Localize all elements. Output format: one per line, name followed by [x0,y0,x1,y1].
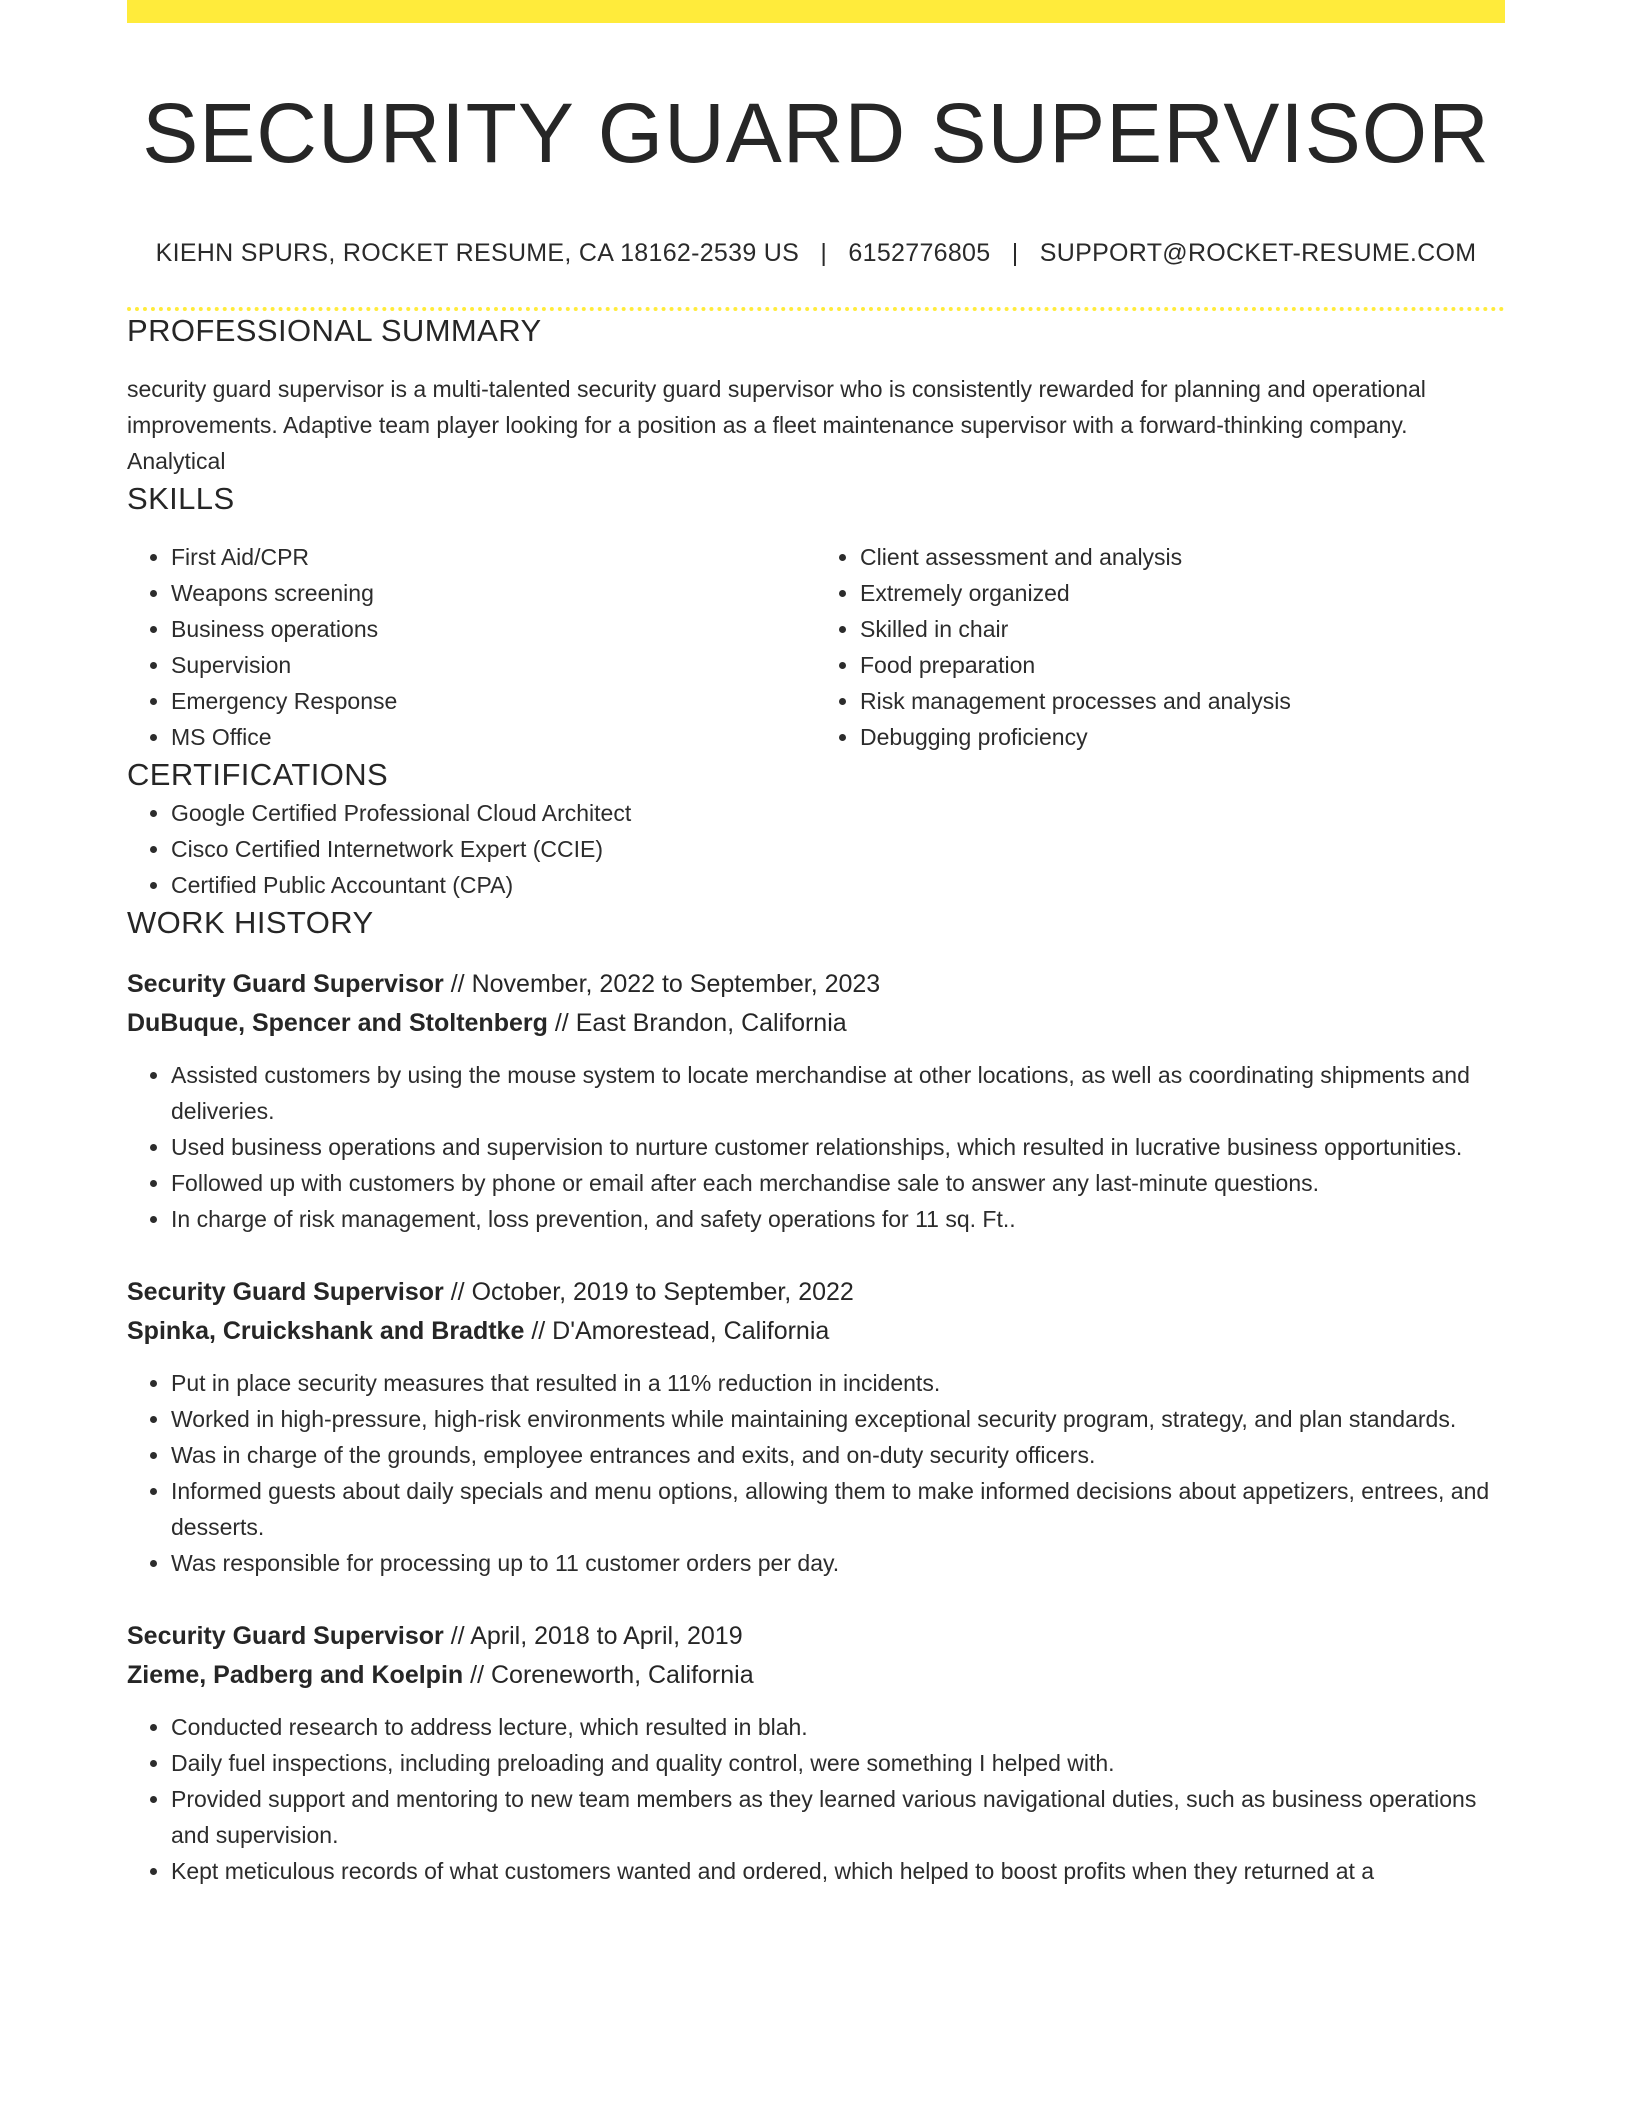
job-location: East Brandon, California [575,1009,847,1037]
job-bullets [127,1057,1505,1237]
job-bullet: • Kept meticulous records of what customers wanted and ordered, which helped to boost profits when they returned at a [171,1853,1505,1889]
summary-heading: PROFESSIONAL SUMMARY [127,313,542,348]
job-title-line [127,1273,1505,1312]
job-title-line [127,1617,1505,1656]
skill-item: • MS Office [171,719,816,755]
job-bullet: • Was in charge of the grounds, employee entrances and exits, and on-duty security officers. [171,1437,1505,1473]
job-bullets [127,1365,1505,1581]
job-bullet: • Used business operations and supervision to nurture customer relationships, which resulted in lucrative business opportunities. [171,1129,1505,1165]
skill-item: • Skilled in chair [860,611,1505,647]
skill-item: • Business operations [171,611,816,647]
skills-columns [127,539,1505,755]
summary-text: security guard supervisor is a multi-talented security guard supervisor who is consistently rewarded for planning and operational improvements. Adaptive team player looking for a position as a fleet maintenance supervisor with a forward-thinking company. Analytical [127,376,1426,474]
certifications-list [127,795,1505,903]
certifications-heading: CERTIFICATIONS [127,757,389,792]
job-divider: // [531,1317,546,1345]
job-title-line [127,965,1505,1004]
job-bullet: • Conducted research to address lecture, which resulted in blah. [171,1709,1505,1745]
job-dates: April, 2018 to April, 2019 [470,1622,743,1650]
skills-heading: SKILLS [127,481,235,516]
job-bullet: • Assisted customers by using the mouse system to locate merchandise at other locations, as well as coordinating shipments and deliveries. [171,1057,1505,1129]
job-company: DuBuque, Spencer and Stoltenberg [127,1009,548,1037]
work-history-list [127,965,1505,1889]
job-bullet: • Provided support and mentoring to new team members as they learned various navigational duties, such as business operations and supervision. [171,1781,1505,1853]
job-entry [127,1617,1505,1889]
job-divider: // [554,1009,569,1037]
contact-line [127,237,1505,269]
job-bullet: • Followed up with customers by phone or email after each merchandise sale to answer any last-minute questions. [171,1165,1505,1201]
contact-separator: | [1011,239,1019,267]
job-company: Zieme, Padberg and Koelpin [127,1661,464,1689]
skill-item: • Emergency Response [171,683,816,719]
job-company-line [127,1656,1505,1695]
job-divider: // [450,1278,465,1306]
work-history-heading: WORK HISTORY [127,905,374,940]
job-divider: // [470,1661,485,1689]
certification-item: • Certified Public Accountant (CPA) [171,867,1505,903]
job-bullet: • Put in place security measures that resulted in a 11% reduction in incidents. [171,1365,1505,1401]
contact-separator: | [820,239,828,267]
accent-top-bar [127,0,1505,23]
skill-item: • Food preparation [860,647,1505,683]
job-company: Spinka, Cruickshank and Bradtke [127,1317,525,1345]
skill-item: • First Aid/CPR [171,539,816,575]
resume-title: SECURITY GUARD SUPERVISOR [142,86,1490,180]
job-dates: October, 2019 to September, 2022 [471,1278,854,1306]
job-entry [127,965,1505,1237]
resume-page [127,0,1505,1889]
skill-item: • Risk management processes and analysis [860,683,1505,719]
job-title: Security Guard Supervisor [127,1278,444,1306]
job-location: Coreneworth, California [490,1661,754,1689]
skill-item: • Debugging proficiency [860,719,1505,755]
skill-item: • Weapons screening [171,575,816,611]
job-bullet: • Was responsible for processing up to 11 customer orders per day. [171,1545,1505,1581]
job-dates: November, 2022 to September, 2023 [471,970,881,998]
job-location: D'Amorestead, California [552,1317,830,1345]
skill-item: • Supervision [171,647,816,683]
job-bullet: • Worked in high-pressure, high-risk environments while maintaining exceptional security program, strategy, and plan standards. [171,1401,1505,1437]
certification-item: • Google Certified Professional Cloud Architect [171,795,1505,831]
job-title: Security Guard Supervisor [127,970,444,998]
skill-item: • Extremely organized [860,575,1505,611]
job-entry [127,1273,1505,1581]
skills-right-list [816,539,1505,755]
job-company-line [127,1312,1505,1351]
contact-address: KIEHN SPURS, ROCKET RESUME, CA 18162-2539 US [155,239,800,267]
job-title: Security Guard Supervisor [127,1622,444,1650]
contact-email: SUPPORT@ROCKET-RESUME.COM [1039,239,1477,267]
job-bullet: • Informed guests about daily specials and menu options, allowing them to make informed decisions about appetizers, entrees, and desserts. [171,1473,1505,1545]
job-divider: // [450,970,465,998]
job-bullet: • Daily fuel inspections, including preloading and quality control, were something I helped with. [171,1745,1505,1781]
contact-phone: 6152776805 [848,239,991,267]
job-bullet: • In charge of risk management, loss prevention, and safety operations for 11 sq. Ft.. [171,1201,1505,1237]
certification-item: • Cisco Certified Internetwork Expert (CCIE) [171,831,1505,867]
skills-left-list [127,539,816,755]
job-company-line [127,1004,1505,1043]
job-divider: // [450,1622,465,1650]
job-bullets [127,1709,1505,1889]
skill-item: • Client assessment and analysis [860,539,1505,575]
